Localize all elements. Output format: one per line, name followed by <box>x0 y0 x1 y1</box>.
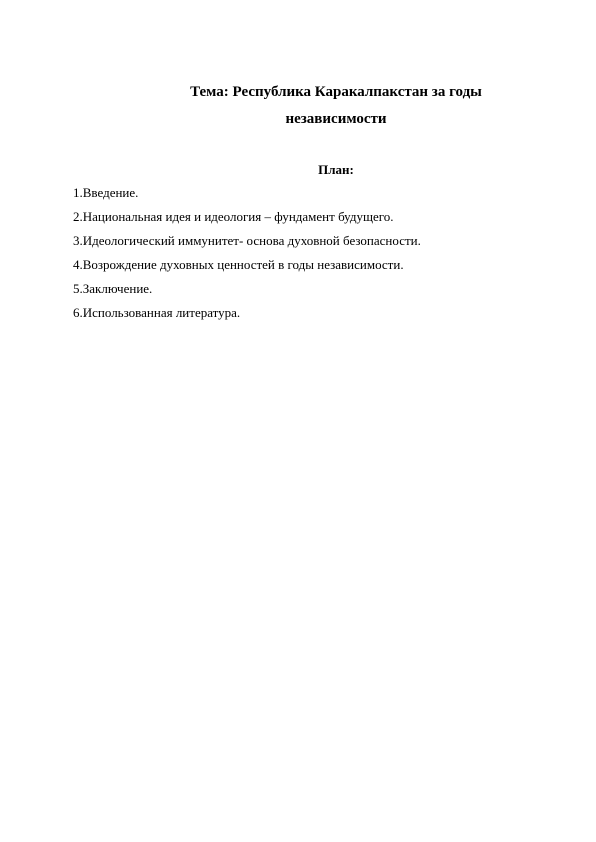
plan-item-literature: 6.Использованная литература. <box>73 305 241 320</box>
plan-item-ideological-immunity: 3.Идеологический иммунитет- основа духовной безопасности. <box>73 233 421 248</box>
plan-list <box>73 185 421 329</box>
document-title-line-1: Тема: Республика Каракалпакстан за годы <box>190 84 482 100</box>
document-title-line-2: независимости <box>285 111 387 127</box>
plan-heading: План: <box>318 162 354 177</box>
plan-item-conclusion: 5.Заключение. <box>73 281 153 296</box>
plan-item-spiritual-values: 4.Возрождение духовных ценностей в годы независимости. <box>73 257 404 272</box>
plan-item-national-idea: 2.Национальная идея и идеология – фундамент будущего. <box>73 209 394 224</box>
plan-item-introduction: 1.Введение. <box>73 185 139 200</box>
